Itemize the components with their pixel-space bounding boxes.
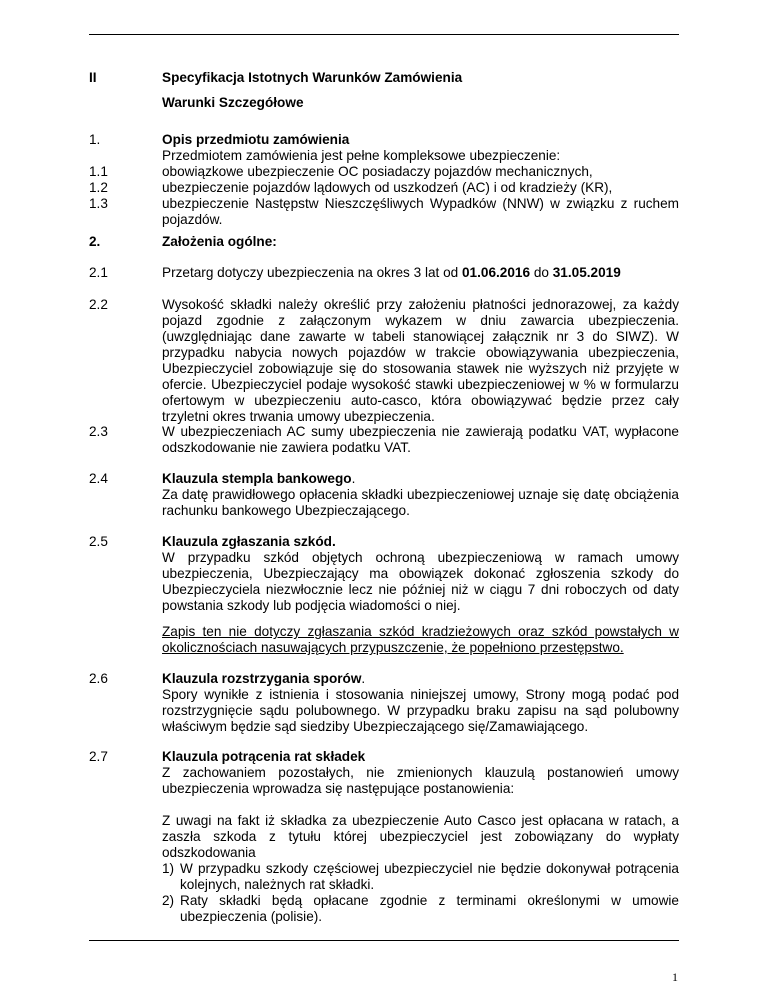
- top-rule: [89, 34, 679, 35]
- document-title: Specyfikacja Istotnych Warunków Zamówienia: [162, 70, 463, 85]
- p21-date-to: 31.05.2019: [552, 265, 621, 280]
- s1-item-1-number: 1.1: [89, 164, 108, 179]
- p27-text-2: Z uwagi na fakt iż składka za ubezpieczenie Auto Casco jest opłacana w ratach, a zaszła szkoda z tytułu której ubezpieczyciel jest zobowiązany do wypłaty odszkodowania: [162, 813, 679, 860]
- p27-list-text-2: Raty składki będą opłacane zgodnie z terminami określonymi w umowie ubezpieczenia (polisie).: [180, 893, 679, 924]
- p21-number: 2.1: [89, 265, 108, 280]
- s2-number: 2.: [89, 234, 101, 249]
- s1-item-1: obowiązkowe ubezpieczenie OC posiadaczy pojazdów mechanicznych,: [162, 164, 593, 179]
- p26-block: [162, 671, 679, 735]
- s1-item-2: ubezpieczenie pojazdów lądowych od uszkodzeń (AC) i od kradzieży (KR),: [162, 180, 613, 195]
- p27-number: 2.7: [89, 749, 108, 764]
- s2-title: Założenia ogólne:: [162, 234, 277, 249]
- p25-number: 2.5: [89, 534, 108, 549]
- p25-note: Zapis ten nie dotyczy zgłaszania szkód kradzieżowych oraz szkód powstałych w okolicznościach nasuwających przypuszczenie, że popełniono przestępstwo.: [162, 624, 679, 655]
- s1-number: 1.: [89, 132, 101, 147]
- p21-text-b: do: [530, 265, 553, 280]
- p25-title: Klauzula zgłaszania szkód.: [162, 534, 336, 549]
- p21-date-from: 01.06.2016: [462, 265, 531, 280]
- p26-title: Klauzula rozstrzygania sporów: [162, 671, 362, 686]
- p24-title-suffix: .: [351, 471, 356, 486]
- p22-text: Wysokość składki należy określić przy założeniu płatności jednorazowej, za każdy pojazd zgodnie z załączonym wykazem w dniu zawarcia ubezpieczenia. (uwzględniając dane zawarte w tabeli stanowiącej załącznik nr 3 do SIWZ). W przypadku nabycia nowych pojazdów w trakcie obowiązywania ubezpieczenia, Ubezpieczyciel zobowiązuje się do stosowania stawek nie wyższych niż przyjęte w ofercie. Ubezpieczyciel podaje wysokość stawki ubezpieczeniowej w % w formularzu ofertowym w ubezpieczeniu auto-casco, która obowiązywać będzie przez cały trzyletni okres trwania umowy ubezpieczenia.: [162, 297, 679, 424]
- p21-text-a: Przetarg dotyczy ubezpieczenia na okres 3 lat od: [162, 265, 462, 280]
- p27-list-label-1: 1): [162, 861, 175, 876]
- p27-list-label-2: 2): [162, 893, 175, 908]
- s1-intro: Przedmiotem zamówienia jest pełne kompleksowe ubezpieczenie:: [162, 148, 561, 163]
- p26-title-suffix: .: [361, 671, 366, 686]
- p22-number: 2.2: [89, 297, 108, 312]
- p27-list-item-1: [162, 861, 679, 893]
- p27-block-2: [162, 813, 679, 925]
- p25-text: W przypadku szkód objętych ochroną ubezpieczeniową w ramach umowy ubezpieczenia, Ubezpieczający ma obowiązek dokonać zgłoszenia szkody do Ubezpieczyciela niezwłocznie lecz nie później niż w ciągu 7 dni roboczych od daty powstania szkody lub podjęcia wiadomości o niej.: [162, 550, 679, 613]
- p24-text: Za datę prawidłowego opłacenia składki ubezpieczeniowej uznaje się datę obciążenia rachunku bankowego Ubezpieczającego.: [162, 487, 679, 518]
- p25-block: [162, 534, 679, 614]
- p27-list-item-2: [162, 893, 679, 925]
- p27-text: Z zachowaniem pozostałych, nie zmienionych klauzulą postanowień umowy ubezpieczenia wprowadza się następujące postanowienia:: [162, 765, 679, 796]
- s1-item-3: ubezpieczenie Następstw Nieszczęśliwych Wypadków (NNW) w związku z ruchem pojazdów.: [162, 196, 679, 227]
- s1-item-2-number: 1.2: [89, 180, 108, 195]
- p24-title: Klauzula stempla bankowego: [162, 471, 352, 486]
- s1-block: [162, 132, 679, 228]
- p21-text: [162, 265, 679, 281]
- p24-block: [162, 471, 679, 519]
- p24-number: 2.4: [89, 471, 108, 486]
- p26-number: 2.6: [89, 671, 108, 686]
- page-number: 1: [672, 970, 678, 984]
- document-subtitle: Warunki Szczegółowe: [162, 95, 304, 110]
- s1-item-3-number: 1.3: [89, 196, 108, 211]
- p26-text: Spory wynikłe z istnienia i stosowania niniejszej umowy, Strony mogą podać pod rozstrzygnięcie sądu polubownego. W przypadku braku zapisu na sąd polubowny właściwym będzie sąd siedziby Ubezpieczającego się/Zamawiającego.: [162, 687, 679, 734]
- p27-title: Klauzula potrącenia rat składek: [162, 749, 366, 764]
- p23-number: 2.3: [89, 424, 108, 439]
- p27-block: [162, 749, 679, 797]
- s1-title: Opis przedmiotu zamówienia: [162, 132, 350, 147]
- section-number: II: [89, 70, 97, 85]
- p27-list-text-1: W przypadku szkody częściowej ubezpieczyciel nie będzie dokonywał potrącenia kolejnych, należnych rat składki.: [180, 861, 679, 892]
- bottom-rule: [89, 940, 679, 941]
- p23-text: W ubezpieczeniach AC sumy ubezpieczenia nie zawierają podatku VAT, wypłacone odszkodowanie nie zawiera podatku VAT.: [162, 424, 679, 455]
